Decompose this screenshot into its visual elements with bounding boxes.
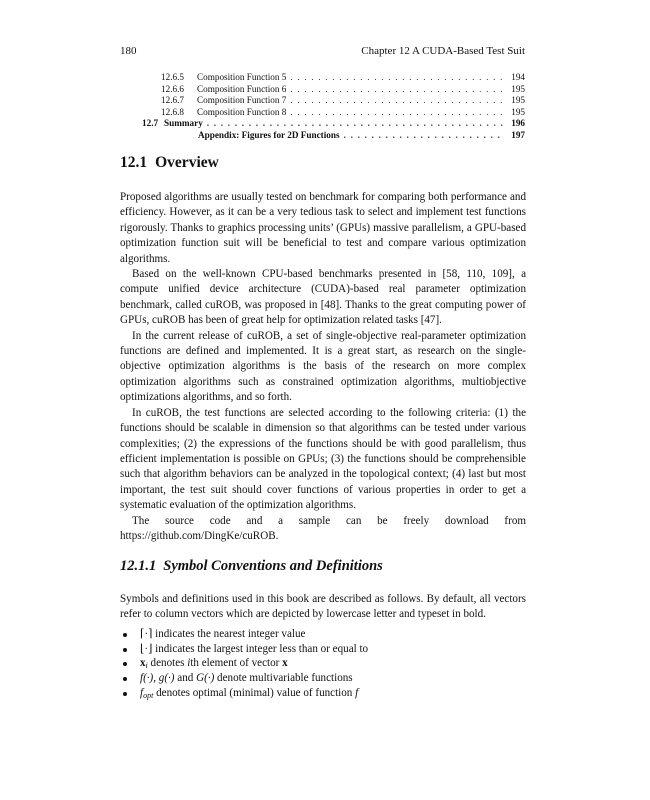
toc-leader-dots (290, 107, 503, 119)
toc-entry-number: 12.6.8 (161, 106, 184, 117)
toc-entry-number: 12.6.7 (161, 95, 184, 106)
toc-leader-dots (344, 130, 503, 142)
toc-leader-dots (207, 118, 503, 130)
list-item-text: indicates the largest integer less than or equal to (152, 642, 369, 655)
toc-leader-dots (290, 95, 503, 107)
toc-entry-number: 12.6.6 (161, 83, 184, 94)
list-item-text: denote multivariable functions (214, 672, 353, 685)
math-symbol: f (140, 687, 144, 699)
subsection-heading (120, 558, 383, 575)
toc-entry-number: 12.6.5 (161, 72, 184, 82)
section-number: 12.1 (120, 154, 148, 171)
paragraph: Symbols and definitions used in this book are described as follows. By default, all vectors refer to column vectors which are depicted by lowercase letter and typeset in bold. (120, 593, 526, 621)
paragraph: In cuROB, the test functions are selected according to the following criteria: (1) the functions should be scalable in dimension so that algorithms can be tested under various complexities; (2) the expressions of the functions should be with good parallelism, thus efficient implementation is possible on GPUs; (3) the functions should be comprehensible such that algorithm behaviors can be analyzed in the topological context; (4) last but most important, the test suit should cover functions of various properties in order to get a systematic evaluation of the optimization algorithms. (120, 406, 526, 512)
toc-entry-page: 194 (511, 72, 525, 82)
toc-entry-number: 12.7 (142, 118, 159, 129)
list-item-text: denotes (147, 657, 188, 670)
math-symbol: f (355, 687, 359, 699)
subsection-title: Symbol Conventions and Definitions (163, 558, 383, 574)
list-item (120, 671, 526, 686)
math-subscript: opt (143, 691, 154, 700)
list-item-text: denotes optimal (minimal) value of function (153, 687, 356, 699)
toc-entry-title: Summary (164, 118, 203, 129)
toc-entry (128, 107, 525, 119)
math-symbol: x (282, 657, 288, 670)
subsection-number: 12.1.1 (120, 558, 157, 574)
section-body (120, 190, 526, 544)
page-number: 180 (120, 45, 137, 57)
math-symbol: G(·) (196, 672, 215, 685)
toc-entry-page: 195 (511, 95, 525, 106)
toc-leader-dots (290, 72, 503, 84)
toc-entry-title: Appendix: Figures for 2D Functions (198, 129, 340, 140)
toc-leader-dots (290, 84, 503, 96)
toc-entry-page: 195 (511, 83, 525, 94)
math-symbol: ⌊·⌋ (140, 642, 153, 655)
paragraph: In the current release of cuROB, a set of single-objective real-parameter optimization functions are defined and implemented. It is a great start, as research on the single-objective optimization algorithms is the basis of the research on more complex optimization algorithms such as constrained optimization algorithms, multiobjective optimizations algorithms, and so forth. (120, 329, 526, 404)
toc-entry-title: Composition Function 5 (197, 72, 287, 82)
toc-entry (128, 84, 525, 96)
list-item (120, 642, 526, 657)
list-item-text: and (174, 672, 197, 685)
toc-entry (128, 95, 525, 107)
toc-entry-title: Composition Function 8 (197, 106, 287, 117)
list-item-text: th element of vector (190, 657, 283, 670)
toc-entry-page: 197 (511, 129, 525, 140)
math-symbol: ⌈·⌉ (140, 627, 153, 640)
subsection-body (120, 592, 526, 701)
toc-entry-title: Composition Function 6 (197, 83, 287, 94)
table-of-contents (128, 72, 525, 142)
toc-entry (128, 130, 525, 142)
paragraph: Based on the well-known CPU-based benchmarks presented in [58, 110, 109], a compute unified device architecture (CUDA)-based real parameter optimization benchmark, called cuROB, was proposed in [48]. Thanks to the great computing power of GPUs, cuROB has been of great help for optimization related tasks [47]. (120, 268, 526, 327)
toc-entry-title: Composition Function 7 (197, 95, 287, 106)
toc-entry-page: 195 (511, 106, 525, 117)
math-subscript: i (145, 661, 148, 671)
toc-entry (128, 72, 525, 84)
section-title: Overview (155, 154, 219, 171)
symbol-list (120, 627, 526, 701)
running-head: Chapter 12 A CUDA-Based Test Suit (361, 45, 525, 57)
list-item (120, 627, 526, 642)
paragraph: The source code and a sample can be freely download from https://github.com/DingKe/cuROB. (120, 514, 526, 542)
list-item-text: indicates the nearest integer value (152, 627, 306, 640)
toc-entry-page: 196 (511, 118, 525, 129)
paragraph: Proposed algorithms are usually tested on benchmark for comparing both performance and efficiency. However, as it can be a very tedious task to select and implement test functions rigorously. Thanks to graphics processing units’ (GPUs) massive parallelism, a GPU-based optimization function suit will be beneficial to test and compare various optimization algorithms. (120, 191, 526, 265)
list-item (120, 686, 526, 701)
math-symbol: x (140, 657, 146, 670)
list-item (120, 656, 526, 671)
section-heading (120, 154, 219, 172)
math-symbol: f(·), g(·) (140, 672, 175, 685)
math-symbol: i (187, 657, 191, 670)
toc-entry (128, 118, 525, 130)
